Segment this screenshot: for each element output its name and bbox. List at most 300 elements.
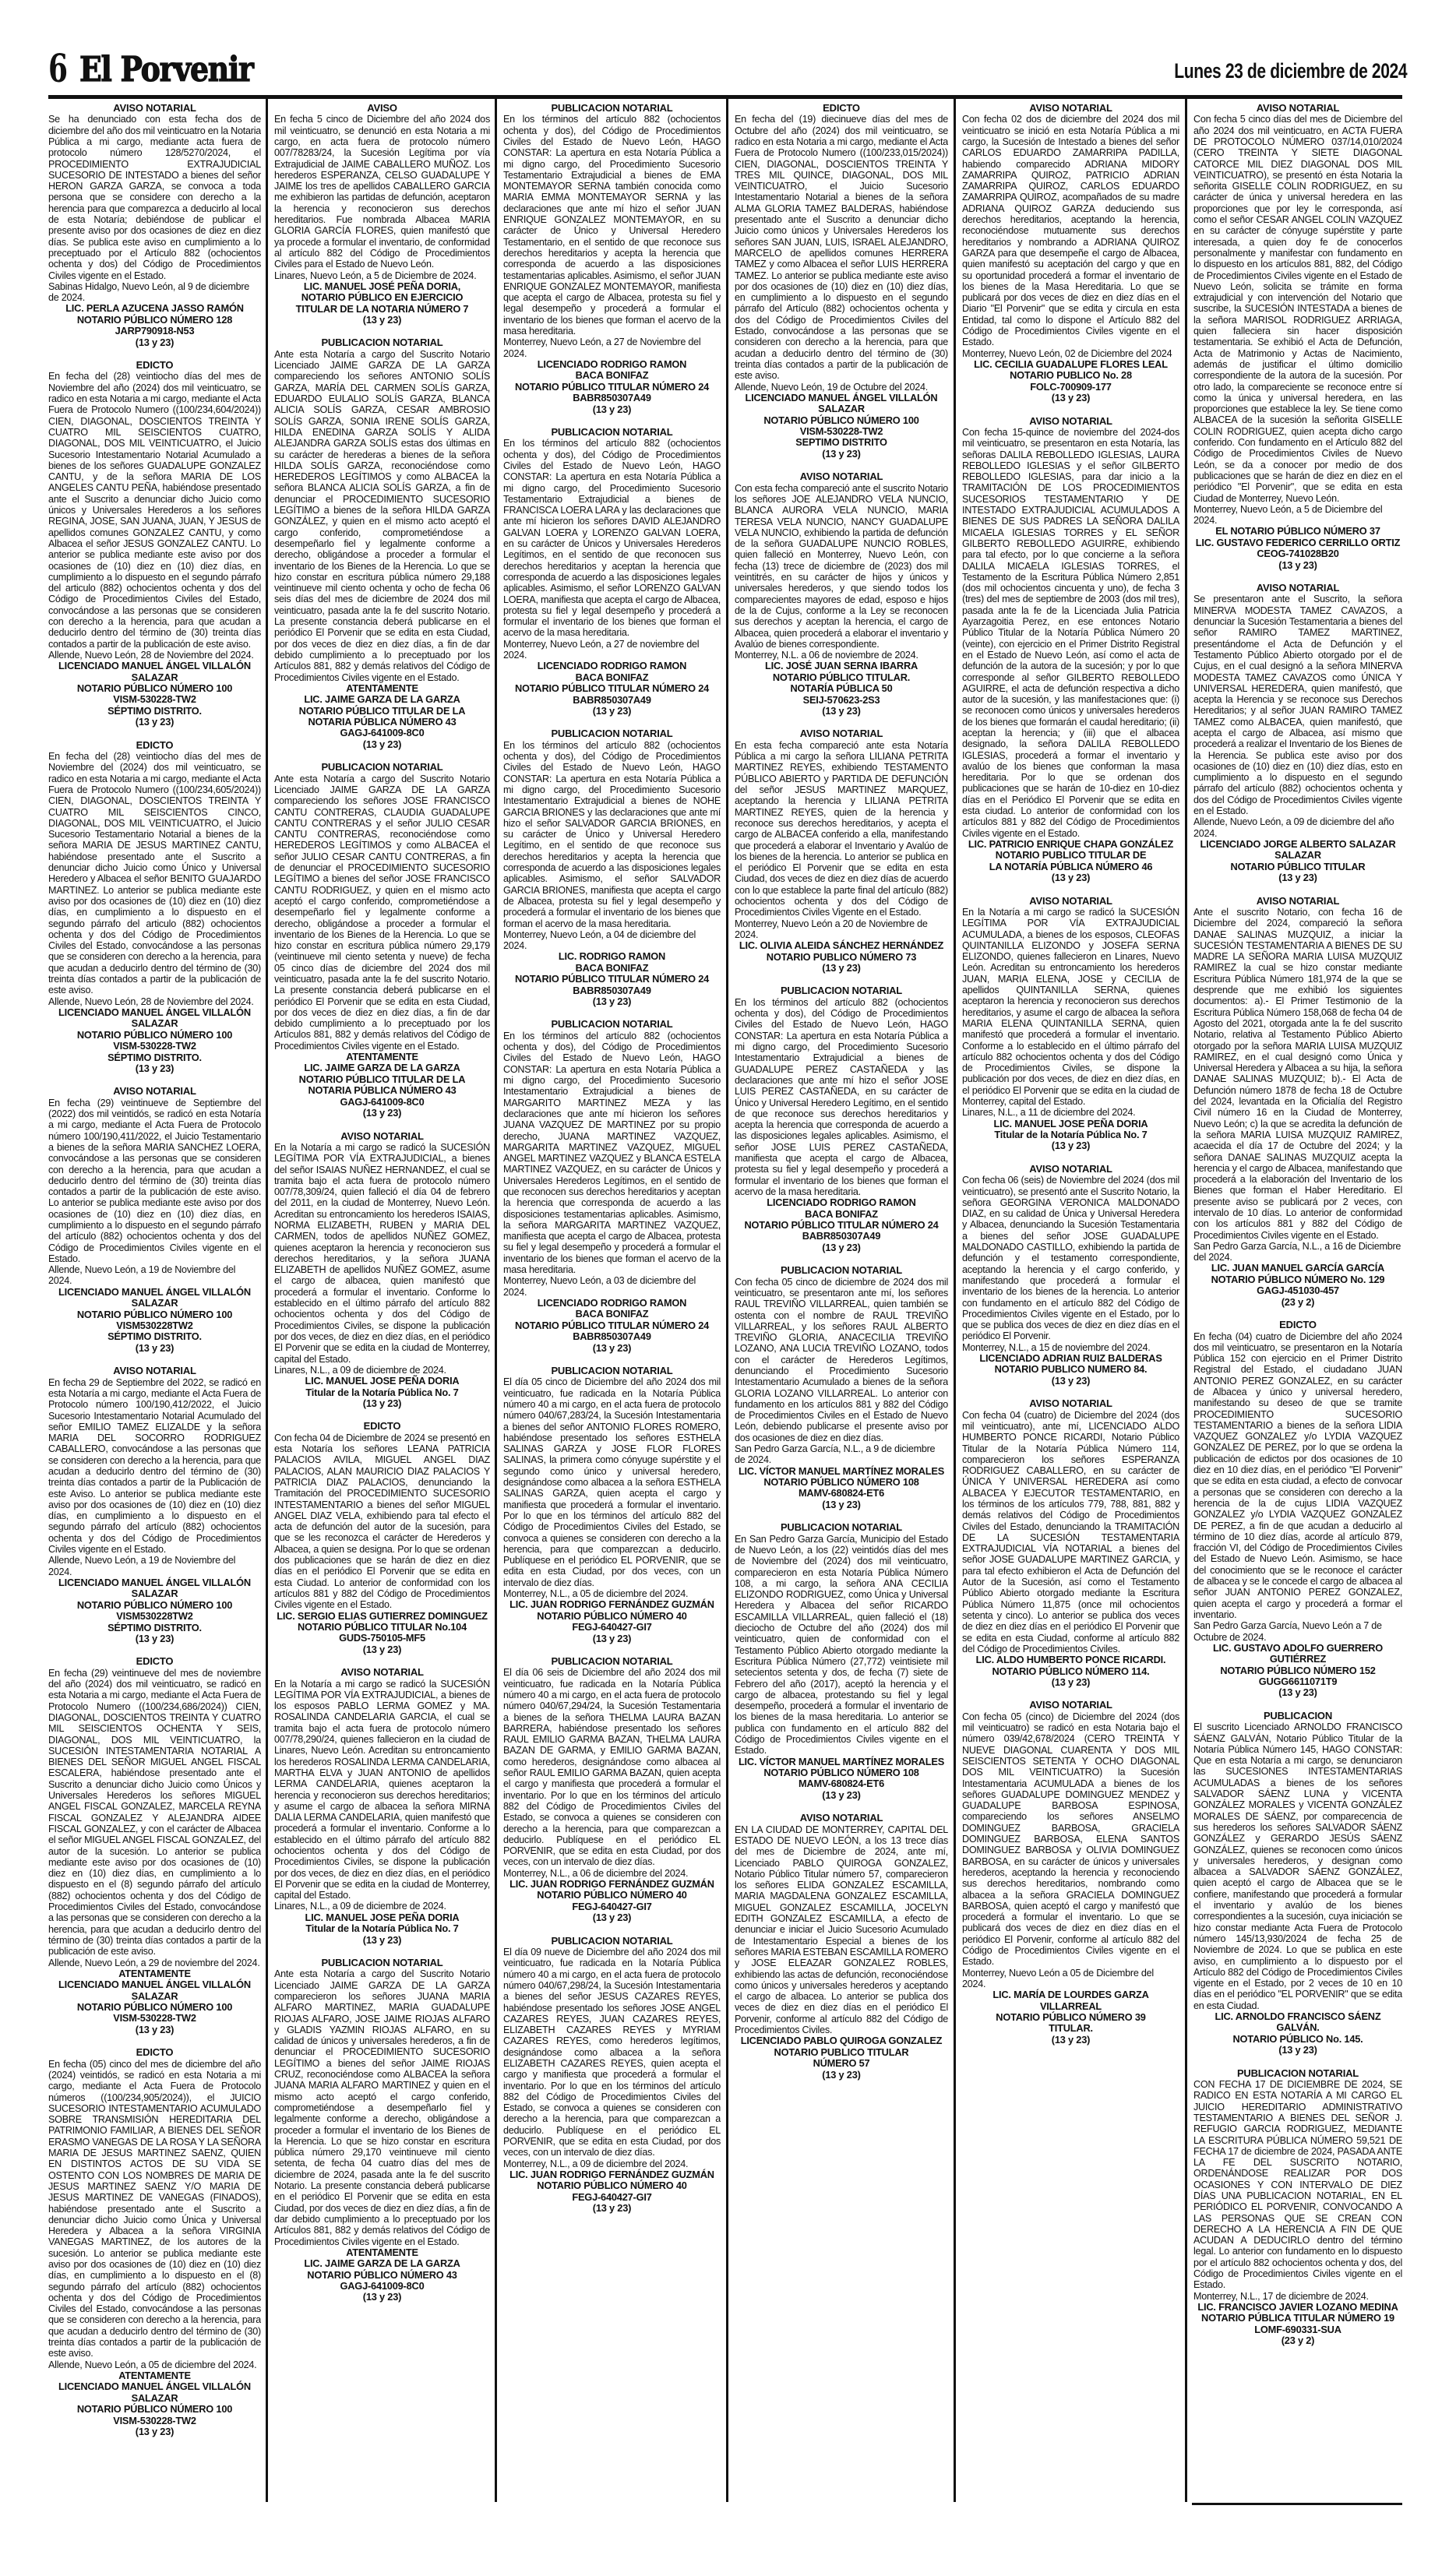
notice-place-date: Monterrey, N.L. a 06 de noviembre de 2024. — [735, 650, 918, 661]
notice-title: AVISO NOTARIAL — [799, 1812, 883, 1824]
notice-place-date: Allende, Nuevo León, a 05 de diciembre del 2024. — [48, 2359, 257, 2370]
column-5 — [962, 103, 1179, 2500]
notice-signature-line: LICENCIADO RODRIGO RAMON — [767, 1196, 916, 1209]
notice-body: En los términos del artículo 882 (ochocientos ochenta y dos), del Código de Procedimientos Civiles del Estado de Nuevo León, HAGO CONSTAR: La apertura en esta Notaría Pública a mi digno cargo, del Procedimiento Sucesorio Testamentario Extrajudicial a bienes de EMA MONTEMAYOR SERNA también conocida como MARIA EMMA MONTEMAYOR SERNA y las declaraciones que ante mí hizo el señor JUAN ENRIQUE GONZALEZ MONTEMAYOR, en su carácter de Único y Universal Heredero Testamentario, en el sentido de que reconoce sus derechos hereditarios y acepta la herencia que corresponda de acuerdo a las disposiciones testamentarias aplicables. Asimismo, el señor JUAN ENRIQUE GONZALEZ MONTEMAYOR, manifiesta que acepta el cargo de Albacea, protesta su fiel y legal desempeño y procederá a formular el inventario de los bienes que forman el acervo de la masa hereditaria. — [503, 114, 721, 337]
notice-signature-line: NOTARIO PÚBLICO NÚMERO 100 — [76, 682, 233, 695]
notice-signature-line: (23 y 2) — [1281, 1295, 1315, 1308]
legal-notice — [48, 740, 261, 1075]
notice-place-date: ATENTAMENTE — [346, 682, 418, 694]
notice-signature-line: (13 y 23) — [362, 314, 402, 326]
notice-signature-line: BACA BONIFAZ — [575, 671, 649, 683]
notice-body: En los términos del artículo 882 (ochocientos ochenta y dos), del Código de Procedimientos Civiles del Estado de Nuevo León, HAGO CONSTAR: La apertura en esta Notaría Pública a mi digno cargo, del Procedimiento Sucesorio Testamentario Extrajudicial a bienes de FRANCISCA LOERA LARA y las declaraciones que ante mí hicieron los señores DAVID ALEJANDRO GALVAN LOERA y LORENZO GALVAN LOERA, en su carácter de Únicos y Universales Herederos Legítimos, en el sentido de que reconocen sus derechos hereditarios y aceptan la herencia que corresponda de acuerdo a las disposiciones legales aplicables. Asimismo, el señor LORENZO GALVAN LOERA, manifiesta que acepta el cargo de Albacea, protesta su fiel y legal desempeño y procederá a formular el inventario de los bienes que forman el acervo de la masa hereditaria. — [503, 438, 721, 639]
notice-place-date: Linares, N.L., a 09 de diciembre de 2024. — [274, 1364, 446, 1376]
notice-title: PUBLICACION NOTARIAL — [551, 728, 673, 740]
notice-signature-line: LIC. MANUEL JOSE PEÑA DORIA — [305, 1375, 460, 1387]
notice-signature-line: (13 y 23) — [822, 447, 861, 460]
notice-body: El suscrito Licenciado ARNOLDO FRANCISCO SÁENZ GALVÁN, Notario Público Titular de la Notaría Pública Número 145, HAGO CONSTAR: Que en esta Notaría a mi cargo, se denunciaron las SUCESIONES INTESTAMENTARIAS ACUMULADAS a bienes de los señores SALVADOR SÁENZ LUNA y VICENTA GONZÁLEZ MORALES y VICENTA GONZÁLEZ MORALES DE SÁENZ, por comparecencia de sus herederos los señores SALVADOR SÁENZ GONZÁLEZ y GERARDO JESÚS SÁENZ GONZÁLEZ, quienes se reconocen como únicos y universales herederos, y designan como albacea a SALVADOR SÁENZ GONZÁLEZ, quien aceptó el cargo de Albacea que se le confiere, manifestando que procederá a formular el inventario y avalúo de los bienes correspondientes a la sucesión, cuya iniciación se hizo constar mediante Acta Fuera de Protocolo número 145/13,930/2024 de fecha 25 de Noviembre de 2024. Lo que se publica en este aviso, en cumplimiento a lo dispuesto por el Artículo 882 del Código de Procedimientos Civiles vigente en el Estado, por 2 veces de 10 en 10 días en el periódico "EL PORVENIR" que se edita en esta Ciudad. — [1193, 1721, 1402, 2011]
notice-title: PUBLICACION NOTARIAL — [551, 103, 673, 114]
notice-title: PUBLICACION NOTARIAL — [1236, 2067, 1359, 2079]
notice-signature-line: (13 y 23) — [362, 1933, 402, 1946]
notice-body: En los términos del artículo 882 (ochocientos ochenta y dos), del Código de Procedimientos Civiles del Estado de Nuevo León, HAGO CONSTAR: La apertura en esta Notaría Pública a mi digno cargo, del Procedimiento Sucesorio Intestamentario Extrajudicial a bienes de GUADALUPE PEREZ CASTAÑEDA y las declaraciones que ante mí hizo el señor JOSE LUIS PEREZ CASTAÑEDA, en su carácter de Único y Universal Heredero Legítimo, en el sentido de que reconoce sus derechos hereditarios y acepta la herencia que corresponda de acuerdo a las disposiciones legales aplicables. Asimismo, el señor JOSE LUIS PEREZ CASTAÑEDA, manifiesta que acepta el cargo de Albacea, protesta su fiel y legal desempeño y procederá a formular el inventario de los bienes que forman el acervo de la masa hereditaria. — [735, 996, 948, 1197]
notice-signature-line: LICENCIADO RODRIGO RAMON — [537, 1296, 687, 1309]
notice-signature-line: FEGJ-640427-GI7 — [572, 2190, 652, 2203]
notice-place-date: Monterrey, Nuevo León, a 27 de noviembre del 2024. — [503, 638, 700, 661]
notice-signature-line: ATENTAMENTE — [118, 2369, 191, 2381]
legal-notice — [503, 1019, 721, 1354]
notice-signature-line: NOTARIO PÚBLICO NÚMERO 43 — [307, 2268, 457, 2281]
notice-signature-line: (13 y 23) — [362, 738, 402, 750]
legal-notice — [274, 762, 490, 1119]
notice-place-date: Monterrey, N.L., a 15 de noviembre del 2024. — [962, 1341, 1151, 1353]
notice-signature-line: NOTARIO PÚBLICO NÚMERO 114. — [992, 1665, 1150, 1677]
notice-place-date: Linares, N.L., a 11 de diciembre del 2024. — [962, 1107, 1136, 1119]
notice-signature-line: (13 y 23) — [822, 962, 861, 974]
notice-signature-line: (13 y 23) — [592, 704, 632, 717]
notice-signature-line: LICENCIADO MANUEL ÁNGEL VILLALÓN — [58, 2380, 251, 2393]
legal-notice — [48, 360, 261, 728]
notice-title: AVISO NOTARIAL — [340, 1666, 424, 1679]
notice-signature-line: LICENCIADO ADRIAN RUIZ BALDERAS — [979, 1352, 1162, 1364]
notice-signature-line: NOTARIO PÚBLICO TITULAR DE LA — [298, 704, 466, 717]
notice-signature-line: (13 y 23) — [592, 996, 632, 1008]
notice-signature-line: VILLARREAL — [1039, 2000, 1102, 2012]
notice-signature-line: LIC. JUAN RODRIGO FERNÁNDEZ GUZMÁN — [509, 1878, 714, 1890]
notice-signature-line: (13 y 23) — [135, 336, 175, 348]
legal-notice — [735, 1813, 948, 2081]
notice-signature-line: NOTARIO PÚBLICO NÚMERO 128 — [76, 313, 233, 326]
notice-signature-line: LA NOTARÍA PÚBLICA NÚMERO 46 — [989, 860, 1153, 872]
notice-title: PUBLICACION NOTARIAL — [321, 761, 443, 774]
notice-signature-line: (23 y 2) — [1281, 2335, 1315, 2347]
notice-place-date: Monterrey, Nuevo León, a 04 de diciembre del 2024. — [503, 929, 696, 952]
notice-title: PUBLICACION NOTARIAL — [551, 1654, 673, 1667]
notice-signature-line: LICENCIADO PABLO QUIROGA GONZALEZ — [740, 2035, 943, 2047]
legal-notice — [503, 728, 721, 1007]
notice-signature-line: TITULAR DE LA NOTARIA NÚMERO 7 — [295, 302, 469, 315]
legal-notice — [735, 471, 948, 717]
notice-signature-line: SEIJ-570623-2S3 — [802, 693, 880, 706]
legal-notice — [962, 1164, 1179, 1387]
notice-signature-line: (13 y 23) — [135, 2023, 175, 2035]
notice-signature-line: Titular de la Notaría Pública No. 7 — [305, 1922, 459, 1935]
notice-place-date: Monterrey, Nuevo León a 05 de Diciembre del 2024. — [962, 1967, 1154, 1989]
notice-signature-line: (13 y 23) — [1051, 872, 1091, 884]
legal-notice — [962, 416, 1179, 884]
notice-place-date: Monterrey, N.L., a 05 de diciembre del 2024. — [503, 1588, 689, 1600]
notice-signature-line: FEGJ-640427-GI7 — [572, 1621, 652, 1633]
notice-body: En los términos del artículo 882 (ochocientos ochenta y dos), del Código de Procedimientos Civiles del Estado de Nuevo León, HAGO CONSTAR: La apertura en esta Notaría Pública a mi digno cargo, del Procedimiento Sucesorio Intestamentario Extrajudicial a bienes de MARGARITO MARTINEZ MEZA y las declaraciones que ante mí hicieron los señores JUANA VAZQUEZ DE MARTINEZ por su propio derecho, JUANA MARTINEZ VAZQUEZ, MARGARITA MARTINEZ VAZQUEZ, MIGUEL ANGEL MARTINEZ VAZQUEZ y BLANCA ESTELA MARTINEZ VAZQUEZ, en su carácter de Únicos y Universales Herederos Legítimos, en el sentido de que reconocen sus derechos hereditarios y aceptan la herencia que corresponda de acuerdo a las disposiciones testamentarias aplicables. Asimismo, la señora MARGARITA MARTINEZ VAZQUEZ, manifiesta que acepta el cargo de Albacea, protesta su fiel y legal desempeño y procederá a formular el inventario de los bienes que forman el acervo de la masa hereditaria. — [503, 1030, 721, 1276]
notice-title: AVISO — [367, 103, 397, 114]
notice-signature-line: LICENCIADO MANUEL ÁNGEL VILLALÓN — [745, 391, 938, 403]
legal-notice — [1193, 2068, 1402, 2347]
notice-title: PUBLICACION NOTARIAL — [551, 1934, 673, 1947]
notice-signature-line: (13 y 23) — [822, 1498, 861, 1510]
notice-signature-line: SÉPTIMO DISTRITO. — [108, 704, 202, 717]
notice-title: AVISO NOTARIAL — [113, 103, 196, 114]
notice-title: PUBLICACION — [1263, 1709, 1333, 1721]
legal-notice — [962, 896, 1179, 1152]
legal-notice — [1193, 1711, 1402, 2056]
notice-body: EN LA CIUDAD DE MONTERREY, CAPITAL DEL ESTADO DE NUEVO LEÓN, a los 13 trece días del mes de Diciembre de 2024, ante mí, Licenciado PABLO QUIROGA GONZALEZ, Notario Público Titular número 57, comparecieron los señores ELIDA GONZALEZ ESCAMILLA, MARIA MAGDALENA GONZALEZ ESCAMILLA, MIGUEL GONZALEZ ESCAMILLA, JOCELYN EDITH GONZALEZ ESCAMILLA, a efecto de denunciar e iniciar el Juicio Sucesorio Acumulado de Intestamentario Especial a bienes de los señores MARIA ESTEBAN ESCAMILLA ROMERO y JOSE ELEAZAR GONZALEZ ROBLES, exhibiendo las actas de defunción, reconociéndose como únicos y universales herederos y aceptando el cargo de albacea. Lo anterior se publica dos veces de diez en diez días en el periódico El Porvenir, conforme al artículo 882 del Código de Procedimientos Civiles. — [735, 1824, 948, 2035]
notice-signature-line: SEPTIMO DISTRITO — [795, 436, 887, 449]
notice-signature-line: (13 y 23) — [135, 1632, 175, 1644]
notice-place-date: Allende, Nuevo León, a 19 de Noviembre del 2024. — [48, 1555, 236, 1577]
notice-signature-line: (13 y 23) — [822, 1241, 861, 1253]
notice-body: En fecha (29) veintinueve de Septiembre del (2022) dos mil veintidós, se radicó en esta Notaría a mi cargo, mediante el Acta Fuera de Protocolo número 100/190,411/2022, el Juicio Testamentario a bienes de la señora MARIA SANCHEZ LOERA, convocándose a las personas que se consideren con derecho a la herencia, para que acudan a deducirlo dentro del término de (30) treinta días contados a partir de la publicación de este aviso. Lo anterior se publica mediante este aviso por dos ocasiones de (10) diez en (10) diez días, en cumplimiento a lo dispuesto en el segundo párrafo del artículo (882) ochocientos ochenta y dos del Código de Procedimientos Civiles vigente en el Estado. — [48, 1097, 261, 1264]
notice-signature-line: NOTARIO PÚBLICA TITULAR NÚMERO 19 — [1201, 2312, 1394, 2324]
notice-signature-line: NOTARIO PÚBLICO NÚMERO 100 — [76, 1028, 233, 1041]
notice-title: AVISO NOTARIAL — [1256, 582, 1340, 594]
notice-body: En fecha 29 de Septiembre del 2022, se radicó en esta Notaría a mi cargo, mediante el Acta Fuera de Protocolo número 100/190,412/2022, el Juicio Sucesorio Intestamentario Notarial Acumulado del señor EMILIO TAMEZ ELIZALDE y la señora MARIA DEL SOCORRO RODRIGUEZ CABALLERO, convocándose a las personas que se consideren con derecho a la herencia, para que acudan a deducirlo dentro del término de (30) treinta días contados a partir de la Publicación de este Aviso. Lo anterior se publica mediante este aviso por dos ocasiones de (10) diez en (10) diez días, en cumplimiento a lo dispuesto en el segundo párrafo del artículo (882) ochocientos ochenta y dos del Código de Procedimientos Civiles vigente en el Estado. — [48, 1376, 261, 1556]
notice-signature-line: (13 y 23) — [822, 2068, 861, 2081]
notice-body: CON FECHA 17 DE DICIEMBRE DE 2024, SE RADICO EN ESTA NOTARÍA A MI CARGO EL JUICIO HEREDITARIO ADMINISTRATIVO TESTAMENTARIO A BIENES DEL SEÑOR J. REFUGIO GARCIA RODRIGUEZ, MEDIANTE LA ESCRITURA PÚBLICA NÚMERO 59,521 DE FECHA 17 de diciembre de 2024, PASADA ANTE LA FE DEL SUSCRITO NOTARIO, ORDENÁNDOSE REALIZAR POR DOS OCASIONES Y CON INTERVALO DE DIEZ DÍAS UNA PUBLICACION NOTARIAL, EN EL PERIÓDICO EL PORVENIR, CONVOCANDO A LAS PERSONAS QUE SE CREAN CON DERECHO A LA HERENCIA A FIN DE QUE ACUDAN A DEDUCIRLO dentro del término legal. Lo anterior con fundamento en lo dispuesto por el artículo 882 ochocientos ochenta y dos, del Código de Procedimientos Civiles vigente en el Estado. — [1193, 2079, 1402, 2291]
notice-place-date: Allende, Nuevo León, a 09 de diciembre del año 2024. — [1193, 816, 1394, 839]
notice-signature-line: FOLC-700909-177 — [1030, 380, 1112, 393]
notice-body: Con fecha 15-quince de noviembre del 2024-dos mil veinticuatro, se presentaron en esta Notaría, las señoras DALILA REBOLLEDO IGLESIAS, LAURA REBOLLEDO IGLESIAS y el señor GILBERTO REBOLLEDO IGLESIAS, para dar inicio a la TRAMITACIÓN DE LOS PROCEDIMIENTOS SUCESORIOS TESTAMENTARIO Y DE INTESTADO EXTRAJUDICIAL ACUMULADOS A BIENES DE SUS PADRES LA SEÑORA DALILA MICAELA IGLESIAS TORRES y EL SEÑOR GILBERTO REBOLLEDO AGUIRRE, exhibiendo para tal efecto, por lo que concierne a la señora DALILA MICAELA IGLESIAS TORRES, el Testamento de la Escritura Pública Número 2,851 (dos mil ochocientos cincuenta y uno), de fecha 3 (tres) del mes de septiembre de 2003 (dos mil tres), pasada ante la fe de la Licenciada Julia Patricia Ayarzagoitia Perez, en ese entonces Notario Público Titular de la Notaría Pública Número 20 (veinte), con ejercicio en el Primer Distrito Registral en el Estado de Nuevo León, así como el acta de defunción de la autora de la sucesión; y por lo que corresponde al señor GILBERTO REBOLLEDO AGUIRRE, el acta de defunción respectiva a dicho autor de la sucesión, y las manifestaciones que: (i) se reconocen como únicos y universales herederos de los bienes que formarán el caudal hereditario; (ii) aceptan la herencia; y (iii) que el albacea designado, la señora DALILA REBOLLEDO IGLESIAS, procederá a formar el inventario y avalúo de los bienes que conforman la masa hereditaria. Por lo que se ordenan dos publicaciones que se harán de 10-diez en 10-diez días en el Periódico El Porvenir que se edita en esta ciudad. Lo anterior de conformidad con los artículos 881 y 882 del Código de Procedimientos Civiles vigente en el Estado. — [962, 426, 1179, 839]
notice-signature-line: NOTARIO PÚBLICO NÚMERO 108 — [763, 1476, 919, 1489]
notice-signature-line: LIC. JAIME GARZA DE LA GARZA — [304, 2257, 460, 2270]
notice-signature-line: BACA BONIFAZ — [575, 369, 649, 382]
notice-signature-line: LIC. VÍCTOR MANUEL MARTÍNEZ MORALES — [738, 1464, 945, 1477]
legal-notice — [1193, 896, 1402, 1309]
notice-signature-line: (13 y 23) — [362, 1643, 402, 1655]
legal-notice — [503, 1366, 721, 1644]
notice-signature-line: SALAZAR — [131, 1588, 178, 1600]
notice-signature-line: LOMF-690331-SUA — [1254, 2323, 1341, 2335]
notice-signature-line: NOTARIO PÚBLICO TITULAR NÚMERO 24 — [514, 1319, 710, 1331]
notice-body: Con fecha 5 cinco días del mes de Diciembre del año 2024 dos mil veinticuatro, en ACTA FUERA DE PROTOCOLO NÚMERO 037/14,010/2024 (CERO TREINTA Y SIETE DIAGONAL CATORCE MIL DIEZ DIAGONAL DOS MIL VEINTICUATRO), se presentó en ésta Notaria la señorita GISELLE COLIN RODRIGUEZ, en su carácter de única y universal heredera en las proporciones que por ley le corresponda, así como el señor CESAR ANGEL COLIN VAZQUEZ en su carácter de cónyuge supérstite y parte interesada, a quien doy fe de conocerlos personalmente y manifestar con fundamento en lo dispuesto en los artículos 881, 882, del Código de Procedimientos Civiles vigente en el Estado de Nuevo León, solicita se trámite en forma extrajudicial y con intervención del Notario que suscribe, la SUCESIÓN INTESTADA a bienes de la señora MARISOL RODRIGUEZ ARRIAGA, quien falleciera sin hacer disposición testamentaria. Se exhibió el Acta de Defunción, Acta de Matrimonio y Actas de Nacimiento, además de justificar el último domicilio correspondiente de la autora de la sucesión. Por otro lado, la compareciente se reconoce entre sí como la única y universal heredera, en las proporciones que establece la ley. Se tiene como ALBACEA de la sucesión la señorita GISELLE COLIN RODRIGUEZ, quien acepta dicho cargo conferido. Con fundamento en el Artículo 882 del Código de Procedimientos Civiles de Nuevo León, se da a conocer por medio de dos publicaciones que se harán de diez en diez en el periódico "El Porvenir", que se edita en esta Ciudad de Monterrey, Nuevo León. — [1193, 114, 1402, 504]
notice-signature-line: FEGJ-640427-GI7 — [572, 1900, 652, 1912]
notice-place-date: Linares, N.L., a 09 de diciembre de 2024. — [274, 1901, 446, 1912]
notice-signature-line: GAGJ-641009-8C0 — [340, 2280, 425, 2292]
notice-title: AVISO NOTARIAL — [1029, 1397, 1112, 1410]
notice-body: Con fecha 04 (cuatro) de Diciembre del 2024 (dos mil veinticuatro), ante mí, LICENCIADO ALDO HUMBERTO PONCE RICARDI, Notario Público Titular de la Notaría Pública Número 114, comparecieron los señores ESPERANZA RODRIGUEZ CABALLERO, en su carácter de ÚNICA Y UNIVERSAL HEREDERA así como ALBACEA Y EJECUTOR TESTAMENTARIO, en los términos de los artículos 779, 788, 881, 882 y demás relativos del Código de Procedimientos Civiles del Estado, denunciando la TRAMITACIÓN DE LA SUCESIÓN TESTAMENTARIA EXTRAJUDICIAL VÍA NOTARIAL a bienes del señor JOSE GUADALUPE MARTINEZ GARCIA, y para tal efecto exhibieron el Acta de Defunción del Autor de la Sucesión, así como el Testamento Público Abierto otorgado mediante la Escritura Pública Número 11,875 (once mil ochocientos setenta y cinco). Lo anterior se publica dos veces de diez en diez días en el periódico El Porvenir que se edita en esta Ciudad, conforme al artículo 882 del Código de Procedimientos Civiles. — [962, 1409, 1179, 1654]
notice-signature-line: NOTARIO PÚBLICO NÚMERO 152 — [1220, 1664, 1376, 1676]
legal-notice — [735, 985, 948, 1253]
notice-signature-line: (13 y 23) — [592, 1341, 632, 1354]
notice-title: EDICTO — [363, 1420, 401, 1432]
notice-signature-line: EL NOTARIO PÚBLICO NÚMERO 37 — [1215, 525, 1380, 537]
notice-signature-line: (13 y 23) — [822, 1788, 861, 1801]
notice-signature-line: SALAZAR — [131, 1017, 178, 1030]
notice-signature-line: (13 y 23) — [135, 2426, 175, 2437]
notice-body: Con fecha 02 dos de diciembre del 2024 dos mil veinticuatro se inició en esta Notaría Pública a mi cargo, la Sucesión de Intestado a bienes del señor CARLOS EDUARDO ZAMARRIPA PADILLA, habiendo comparecido ADRIANA MIDORY ZAMARRIPA QUIROZ, PATRICIO ADRIAN ZAMARRIPA QUIROZ, CARLOS EDUARDO ZAMARRIPA QUIROZ, acompañados de su madre ADRIANA QUIROZ GARZA deduciendo sus derechos hereditarios, aceptando la herencia, reconociéndose mutuamente sus derechos hereditarios y nombrando a ADRIANA QUIROZ GARZA para que desempeñe el cargo de Albacea, quien manifestó su aceptación del cargo y que en su oportunidad procederá a formar el inventario de los bienes de la Masa Hereditaria. Lo que se publicará por dos veces de diez en diez días en el Diario "El Porvenir" que se edita y circula en esta Entidad, tal como lo dispone el Artículo 882 del Código de Procedimientos Civiles vigente en el Estado. — [962, 114, 1179, 348]
notice-body: Ante esta Notaría a cargo del Suscrito Notario Licenciado JAIME GARZA DE LA GARZA compareciendo los señores ANTONIO SOLÍS GARZA, MARÍA DEL CARMEN SOLÍS GARZA, EDUARDO EULALIO SOLÍS GARZA, BLANCA ALICIA SOLÍS GARZA, CESAR AMBROSIO SOLÍS GARZA, SONIA IRENE SOLÍS GARZA, HILDA ENEDINA GARZA SOLÍS Y ALIDA ALEJANDRA GARZA SOLÍS estas dos últimas en su carácter de herederas a bienes de la señora HILDA SOLÍS GARZA, reconociéndose como HEREDEROS LEGÍTIMOS y como ALBACEA la señora BLANCA ALICIA SOLÍS GARZA, a fin de denunciar el PROCEDIMIENTO SUCESORIO LEGÍTIMO a bienes de la señora HILDA GARZA GONZÁLEZ, y quien en el mismo acto aceptó el cargo conferido, comprometiéndose a desempeñarlo fiel y legalmente conforme a derecho, obligándose a proceder a formular el inventario de los Bienes de la Herencia. Lo que se hizo constar en escritura pública número 29,188 veintinueve mil ciento ochenta y ocho de fecha 06 seis días del mes de diciembre de 2024 dos mil veinticuatro, pasada ante la fe del suscrito Notario. La presente constancia deberá publicarse en el periódico El Porvenir que se edita en esta Ciudad, por dos veces de diez en diez días, a fin de dar debido cumplimiento a lo preceptuado por los Artículos 881, 882 y demás relativos del Código de Procedimientos Civiles vigente en el Estado. — [274, 348, 490, 683]
notice-signature-line: LIC. JUAN MANUEL GARCÍA GARCÍA — [1211, 1262, 1385, 1274]
notice-signature-line: NOTARIO PÚBLICO NÚMERO 100 — [76, 1308, 233, 1320]
notice-signature-line: NOTARIO PÚBLICO TITULAR NÚMERO 24 — [514, 380, 710, 393]
notice-signature-line: GAGJ-641009-8C0 — [340, 727, 425, 739]
notice-signature-line: NOTARIO PÚBLICO TITULAR NÚMERO 24 — [744, 1218, 939, 1231]
notice-signature-line: GUTIÉRREZ — [1269, 1653, 1327, 1665]
notice-place-date: Monterrey, Nuevo León, 02 de Diciembre del 2024 — [962, 347, 1172, 359]
notice-signature-line: (13 y 23) — [1051, 1140, 1091, 1152]
notice-title: EDICTO — [823, 103, 860, 114]
legal-notice — [962, 103, 1179, 404]
notice-body: Ante el suscrito Notario, con fecha 16 de Diciembre del 2024, compareció la señora DANAE SALINAS MUZQUIZ, a iniciar la SUCESIÓN TESTAMENTARIA A BIENES DE SU MADRE LA SEÑORA MARIA LUISA MUZQUIZ RAMIREZ la cual se hizo constar mediante Escritura Pública Número 181,974 de la que se desprende que me exhibió los siguientes documentos: a).- El Primer Testimonio de la Escritura Pública Número 158,068 de fecha 04 de Agosto del 2021, otorgada ante la fe del suscrito Notario, relativa al Testamento Público Abierto otorgado por la señora MARIA LUISA MUZQUIZ RAMIREZ, en el cual designó como Única y Universal Heredera y Albacea a su hija, la señora DANAE SALINAS MUZQUIZ; b).- El Acta de Defunción número 1878 de fecha 18 de Octubre del 2024, levantada en la Oficialía del Registro Civil número 16 en la Ciudad de Monterrey, Nuevo León; c) la que se acredita la defunción de la señora MARIA LUISA MUZQUIZ RAMIREZ, acaecida el día 17 de Octubre del 2024; y la señora DANAE SALINAS MUZQUIZ acepta la herencia y el cargo de Albacea, manifestando que procederá a la elaboración del Inventario de los Bienes que forman el Haber Hereditario. El presente aviso se publicará por 2 veces, con intervalo de 10 días. Lo anterior de conformidad con los artículos 881 y 882 del Código de Procedimientos Civiles vigente en el Estado. — [1193, 906, 1402, 1241]
notice-signature-line: SALAZAR — [131, 671, 178, 683]
notice-signature-line: JARP790918-N53 — [115, 325, 195, 337]
column-divider — [495, 99, 497, 2502]
legal-notice — [274, 337, 490, 750]
notice-signature-line: LIC. JAIME GARZA DE LA GARZA — [304, 1062, 460, 1074]
notice-signature-line: LIC. PATRICIO ENRIQUE CHAPA GONZÁLEZ — [968, 837, 1174, 850]
notice-signature-line: NOTARIO PÚBLICO NÚMERO 100 — [76, 2403, 233, 2416]
notice-signature-line: NOTARIO PÚBLICO NÚMERO 108 — [763, 1767, 919, 1779]
notice-place-date: ATENTAMENTE — [346, 2246, 418, 2258]
notice-signature-line: LICENCIADO MANUEL ÁNGEL VILLALÓN — [58, 1979, 251, 1991]
column-1 — [48, 103, 261, 2500]
notice-signature-line: NOTARIO PÚBLICO TITULAR — [1230, 860, 1366, 872]
notice-body: En fecha (05) cinco del mes de diciembre del año (2024) veintidós, se radicó en esta Notaria a mi cargo, mediante el Acta Fuera de Protocolo números ((100/234,905/2024)), el JUICIO SUCESORIO INTESTAMENTARIO ACUMULADO SOBRE TRANSMISIÓN HEREDITARIA DEL PATRIMONIO FAMILIAR, A BIENES DEL SEÑOR ERASMO VANEGAS DE LA ROSA Y LA SEÑORA MARIA DE JESUS MARTINEZ SAENZ, QUIEN EN DISTINTOS ACTOS DE SU VIDA SE OSTENTO CON LOS NOMBRES DE MARIA DE JESUS MARTINEZ SAENZ Y/O MARIA DE JESUS MARTINEZ DE VANEGAS (FINADOS), habiéndose presentado ante el Suscrito a denunciar dicho Juicio como Única y Universal Heredera y Albacea a la señora VIRGINIA VANEGAS MARTINEZ, de los autores de la sucesión. Lo anterior se publica mediante este aviso por dos ocasiones de (10) diez en (10) diez días, en cumplimiento a lo dispuesto en el (8) segundo párrafo del artículo (882) ochocientos ochenta y dos del Código de Procedimientos Civiles del Estado, convocándose a las personas que se consideren con derecho a la herencia, para que acudan a deducirlo dentro del término de (30) treinta días contados a partir de la publicación de este aviso. — [48, 2058, 261, 2359]
legal-notice — [48, 103, 261, 348]
notice-body: Con fecha 06 (seis) de Noviembre del 2024 (dos mil veinticuatro), se presentó ante el Suscrito Notario, la señora GEORGINA VERONICA MALDONADO DIAZ, en su calidad de Única y Universal Heredera y Albacea, denunciando la Sucesión Testamentaria a bienes del señor JOSE GUADALUPE MALDONADO CASTILLO, exhibiendo la partida de defunción y el testamento correspondiente, aceptando la herencia y el cargo conferido, y manifestando que procederá a formular el inventario de los bienes de la herencia. Lo anterior con fundamento en el artículo 882 del Código de Procedimientos Civiles vigente en el Estado, por lo que se publica dos veces de diez en diez días en el periódico El Porvenir. — [962, 1175, 1179, 1342]
notice-signature-line: (13 y 23) — [1278, 559, 1317, 571]
notice-place-date: Monterrey, Nuevo León, a 03 de diciembre del 2024. — [503, 1275, 696, 1298]
notice-signature-line: LIC. CECILIA GUADALUPE FLORES LEAL — [974, 358, 1168, 370]
notice-signature-line: (13 y 23) — [362, 1397, 402, 1409]
notice-title: EDICTO — [136, 359, 174, 372]
notice-signature-line: NOTARIO PUBLICO No. 28 — [1010, 369, 1132, 382]
notice-signature-line: NOTARÍA PÚBLICA 50 — [790, 682, 893, 695]
notice-title: EDICTO — [1279, 1319, 1317, 1331]
notice-place-date: Allende, Nuevo León, 28 de Noviembre del 2024. — [48, 649, 254, 661]
notice-signature-line: NOTARIO PÚBLICO TITULAR NÚMERO 24 — [514, 973, 710, 985]
notice-title: AVISO NOTARIAL — [799, 728, 883, 740]
legal-notice — [1193, 583, 1402, 884]
notice-signature-line: LIC. MANUEL JOSE PEÑA DORIA — [305, 1911, 460, 1923]
notice-signature-line: VISM-530228-TW2 — [113, 2414, 196, 2426]
notice-title: AVISO NOTARIAL — [1029, 103, 1112, 114]
notice-place-date: Monterrey, N.L., a 09 de diciembre del 2024. — [503, 2158, 689, 2169]
notice-signature-line: SÉPTIMO DISTRITO. — [108, 1621, 202, 1633]
notice-signature-line: NOTARIO PUBLICO NÚMERO 73 — [766, 950, 917, 963]
notice-title: EDICTO — [136, 1655, 174, 1668]
notice-place-date: San Pedro Garza García, N.L., a 16 de Diciembre del 2024. — [1193, 1240, 1401, 1263]
notice-body: Ante esta Notaría a cargo del Suscrito Notario Licenciado JAIME GARZA DE LA GARZA compareciendo los señores JOSE FRANCISCO CANTU CONTRERAS, CLAUDIA GUADALUPE CANTU CONTRERAS y el señor JULIO CESAR CANTU CONTRERAS, reconociéndose como HEREDEROS LEGÍTIMOS y como ALBACEA el señor JULIO CESAR CANTU CONTRERAS, a fin de denunciar el PROCEDIMIENTO SUCESORIO LEGÍTIMO a bienes del señor JOSE FRANCISCO CANTU RODRIGUEZ, y quien en el mismo acto aceptó el cargo conferido, comprometiéndose a desempeñarlo fiel y legalmente conforme a derecho, obligándose a proceder a formular el inventario de los Bienes de la Herencia. Lo que se hizo constar en escritura pública número 29,179 (veintinueve mil ciento setenta y nueve) de fecha 05 cinco días de diciembre del 2024 dos mil veinticuatro, pasada ante la fe del suscrito Notario. La presente constancia deberá publicarse en el periódico El Porvenir que se edita en esta Ciudad, por dos veces de diez en diez días, a fin de dar debido cumplimiento a lo preceptuado por los Artículos 881, 882 y demás relativos del Código de Procedimientos Civiles vigente en el Estado. — [274, 773, 490, 1052]
notice-signature-line: BABR850307A49 — [802, 1230, 881, 1242]
notice-title: PUBLICACION NOTARIAL — [551, 1018, 673, 1031]
notice-signature-line: VISM-530228-TW2 — [113, 1040, 196, 1052]
notice-signature-line: LIC. PERLA AZUCENA JASSO RAMÓN — [65, 302, 244, 315]
notice-body: En la Notaría a mi cargo se radicó la SUCESIÓN LEGÍTIMA POR VÍA EXTRAJUDICIAL, a bienes de los esposos PABLO LERMA GOMEZ y MA. ROSALINDA CANDELARIA GARCIA, el cual se tramita bajo el acta fuera de protocolo número 007/78,290/24, quienes fallecieron en la ciudad de Linares, Nuevo León. Acreditan su entroncamiento los herederos ROSALINDA LERMA CANDELARIA, MARTHA ELVA y JUAN ANTONIO de apellidos LERMA CANDELARIA, quienes aceptaron la herencia y reconocieron sus derechos hereditarios; y asume el cargo de albacea la señora MIRNA DALIA LERMA CANDELARIA, quien manifestó que procederá a formular el inventario. Conforme a lo establecido en el último párrafo del artículo 882 ochocientos ochenta y dos del Código de Procedimientos Civiles, se dispone la publicación por dos veces, de diez en diez días, en el periódico El Porvenir que se edita en la ciudad de Monterrey, capital del Estado. — [274, 1678, 490, 1901]
notice-signature-line: LIC. FRANCISCO JAVIER LOZANO MEDINA — [1197, 2300, 1398, 2313]
notice-signature-line: LIC. GUSTAVO FEDERICO CERRILLO ORTIZ — [1195, 536, 1401, 548]
notice-body: En San Pedro Garza García, Municipio del Estado de Nuevo León, a los (22) veintidós días del mes de Noviembre del (2024) dos mil veinticuatro, comparecieron en esta Notaría Pública Número 108, a mi cargo, la señora ANA CECILIA ELIZONDO RODRIGUEZ, como Única y Universal Heredera y Albacea del señor RICARDO ESCAMILLA VILLARREAL, quien falleció el (18) dieciocho de Octubre del año (2024) dos mil veinticuatro, quien de conformidad con el Testamento Público Abierto otorgado mediante la Escritura Pública Número (27,772) veintisiete mil setecientos setenta y dos, de fecha (7) siete de Febrero del año (2017), aceptó la herencia y el cargo de albacea, protestando su fiel y legal desempeño, procederá a formular el inventario de los bienes de la masa hereditaria. Lo anterior se publica con fundamento en el artículo 882 del Código de Procedimientos Civiles vigente en el Estado. — [735, 1533, 948, 1757]
notice-title: PUBLICACION NOTARIAL — [780, 985, 903, 997]
legal-notice — [48, 1656, 261, 2035]
notice-signature-line: LICENCIADO MANUEL ÁNGEL VILLALÓN — [58, 1285, 251, 1298]
notice-signature-line: SÉPTIMO DISTRITO. — [108, 1330, 202, 1343]
notice-signature-line: MAMV-680824-ET6 — [798, 1778, 885, 1790]
notice-body: En esta fecha compareció ante esta Notaría Pública a mi cargo la señora LILIANA PETRITA MARTINEZ REYES, exhibiendo TESTAMENTO PÚBLICO ABIERTO y PARTIDA DE DEFUNCIÓN del señor JESUS MARTINEZ MARQUEZ, aceptando la herencia y LILIANA PETRITA MARTINEZ REYES, quien de la herencia y reconoce sus derechos hereditarios, y acepta el cargo de ALBACEA conferido a ella, manifestando que procederá a elaborar el Inventario y Avalúo de los bienes de la herencia. Lo anterior se publica en el periódico El Porvenir que se edita en esta Ciudad, dos veces de diez en diez días de acuerdo con lo que establece la parte final del artículo (882) ochocientos ochenta y dos del Código de Procedimientos Civiles Vigente en el Estado. — [735, 739, 948, 918]
masthead — [44, 45, 1407, 92]
notice-signature-line: NOTARIO PUBLICO TITULAR DE — [995, 849, 1147, 862]
notice-body: Con fecha 05 (cinco) de Diciembre del 2024 (dos mil veinticuatro) se radicó en esta Notaria bajo el número 039/42,678/2024 (CERO TREINTA Y NUEVE DIAGONAL CUARENTA Y DOS MIL SEISCIENTOS SETENTA Y OCHO DIAGONAL DOS MIL VEINTICUATRO) la Sucesión Intestamentaria ACUMULADA a bienes de los señores GUADALUPE DOMINGUEZ MENDEZ y GUADALUPE BARBOSA ESPINOSA, compareciendo los señores ANSELMO DOMINGUEZ BARBOSA, GRACIELA DOMINGUEZ BARBOSA, ELENA SANTOS DOMINGUEZ BARBOSA y OLIVIA DOMINGUEZ BARBOSA, en su carácter de únicos y universales herederos, aceptando la herencia y reconociendo sus derechos hereditarios, nombrando como albacea a la señora GRACIELA DOMINGUEZ BARBOSA, quien aceptó el cargo y manifestó que procederá a formular el inventario. Lo que se publicará dos veces de diez en diez días en el periódico El Porvenir, conforme al artículo 882 del Código de Procedimientos Civiles vigente en el Estado. — [962, 1711, 1179, 1968]
notice-body: Con fecha 04 de Diciembre de 2024 se presentó en esta Notaría los señores LEANA PATRICIA PALACIOS AVILA, MIGUEL ANGEL DIAZ PALACIOS, ALAN MAURICIO DIAZ PALACIOS Y PATRICIA DIAZ PALACIOS, denunciando la Tramitación del PROCEDIMIENTO SUCESORIO INTESTAMENTARIO a bienes del señor MIGUEL ANGEL DIAZ VELA, exhibiendo para tal efecto el acta de defunción del autor de la sucesión, para que se les reconozca el carácter de Herederos y Albacea, a quien se designa. Por lo que se ordenan dos publicaciones que se harán de diez en diez días en el periódico El Porvenir que se edita en esta Ciudad. Lo anterior de conformidad con los artículos 881 y 882 del Código de Procedimientos Civiles vigente en el Estado. — [274, 1432, 490, 1611]
notice-body: Con fecha 05 cinco de diciembre de 2024 dos mil veinticuatro, se presentaron ante mí, los señores RAUL TREVIÑO VILLARREAL, quien también se ostenta con el nombre de RAUL TREVIÑO VILLARREAL, y los señores RAUL ALBERTO TREVIÑO GLORIA, ANACECILIA TREVIÑO LOZANO, ANA LUCIA TREVIÑO LOZANO, todos con el carácter de Herederos Legítimos, denunciando el Procedimiento Sucesorio Intestamentario Acumulado a bienes de la señora GLORIA LOZANO VILLARREAL. Lo anterior con fundamento en los artículos 881 y 882 del Código de Procedimientos Civiles en el Estado de Nuevo León, debiendo publicarse el presente aviso por dos ocasiones de diez en diez días. — [735, 1276, 948, 1443]
notice-signature-line: NOTARIA PÚBLICA NÚMERO 43 — [308, 716, 457, 728]
notice-signature-line: VISM-530228-TW2 — [799, 425, 883, 438]
notice-signature-line: MAMV-680824-ET6 — [798, 1487, 885, 1499]
notice-title: PUBLICACION NOTARIAL — [551, 1364, 673, 1376]
notice-title: PUBLICACION NOTARIAL — [321, 1957, 443, 1968]
notice-signature-line: NOTARIO PÚBLICO TITULAR NÚMERO 24 — [514, 682, 710, 695]
notice-title: AVISO NOTARIAL — [340, 1129, 424, 1142]
notice-title: PUBLICACION NOTARIAL — [551, 425, 673, 438]
notice-signature-line: (13 y 23) — [592, 1632, 632, 1644]
notice-signature-line: (13 y 23) — [1051, 2033, 1091, 2046]
column-divider — [1185, 99, 1187, 2502]
notice-signature-line: (13 y 23) — [1051, 1374, 1091, 1387]
notice-signature-line: SALAZAR — [131, 1297, 178, 1309]
notice-body: Se ha denunciado con esta fecha dos de diciembre del año dos mil veinticuatro en la Notaria Pública a mi cargo, mediante acta fuera de protocolo número 128/5270/2024, el PROCEDIMIENTO EXTRAJUDICIAL SUCESORIO DE INTESTADO a bienes del señor HERON GARZA GARZA, se convoca a toda persona que se considere con derecho a la herencia para que comparezca a deducirlo al local de esta Notaría; debiéndose de publicar el presente aviso por dos ocasiones de diez en diez días. Se publica este aviso en cumplimiento a lo preceptuado por el Artículo 882 (ochocientos ochenta y dos) del Código de Procedimientos Civiles vigente en el Estado. — [48, 114, 261, 281]
legal-notice — [503, 1936, 721, 2215]
notice-signature-line: BABR850307A49 — [573, 693, 651, 706]
notice-signature-line: (13 y 23) — [592, 1912, 632, 1924]
notice-title: PUBLICACION NOTARIAL — [780, 1521, 903, 1534]
notice-signature-line: BABR850307A49 — [573, 1330, 651, 1343]
notice-signature-line: SALAZAR — [131, 2391, 178, 2404]
notice-signature-line: VISM-530228-TW2 — [113, 2012, 196, 2025]
notice-signature-line: LIC. JUAN RODRIGO FERNÁNDEZ GUZMÁN — [509, 1598, 714, 1611]
notice-signature-line: Titular de la Notaría Pública No. 7 — [305, 1386, 459, 1398]
notice-signature-line: SALAZAR — [818, 403, 865, 415]
column-3 — [503, 103, 721, 2500]
notice-place-date: Monterrey, Nuevo León, a 27 de Noviembre del 2024. — [503, 337, 701, 359]
notice-title: PUBLICACION NOTARIAL — [780, 1264, 903, 1277]
notice-body: En la Notaría a mi cargo se radicó la SUCESIÓN LEGÍTIMA POR VÍA EXTRAJUDICIAL ACUMULADA, a bienes de los esposos, CLEOFAS QUINTANILLA ELIZONDO y JOSEFA SERNA ELIZONDO, quienes fallecieron en Linares, Nuevo León. Acreditan su entroncamiento los herederos JUAN, MARIA ELENA, JOSE y CECILIA de apellidos QUINTANILLA SERNA, quienes aceptaron la herencia y reconocieron sus derechos hereditarios, y asume el cargo de albacea la señora MARIA ELENA QUINTANILLA SERNA, quien manifestó que procederá a formular el inventario. Conforme a lo establecido en el último párrafo del artículo 882 ochocientos ochenta y dos del Código de Procedimientos Civiles, se dispone la publicación por dos veces, de diez en diez días, en el periódico El Porvenir que se edita en la ciudad de Monterrey, capital del Estado. — [962, 906, 1179, 1108]
legal-notice — [274, 1131, 490, 1410]
legal-notice — [503, 103, 721, 415]
legal-notice — [274, 103, 490, 326]
notice-signature-line: Titular de la Notaría Pública No. 7 — [994, 1129, 1148, 1141]
notice-title: AVISO NOTARIAL — [1029, 894, 1112, 907]
notice-signature-line: NOTARIO PÚBLICO TITULAR. — [772, 671, 911, 683]
notice-signature-line: BACA BONIFAZ — [575, 961, 649, 974]
notice-signature-line: SALAZAR — [1274, 849, 1321, 862]
notice-title: EDICTO — [136, 738, 174, 751]
notice-signature-line: LICENCIADO RODRIGO RAMON — [537, 358, 687, 370]
notice-signature-line: LICENCIADO MANUEL ÁNGEL VILLALÓN — [58, 1576, 251, 1588]
column-divider — [266, 99, 268, 2502]
notice-place-date: Monterrey, Nuevo León, a 5 de Diciembre del 2024. — [1193, 503, 1383, 527]
notice-title: AVISO NOTARIAL — [799, 470, 883, 483]
notice-signature-line: NOTARIO PÚBLICO TITULAR No.104 — [297, 1620, 467, 1633]
notice-signature-line: GAGJ-451030-457 — [1257, 1284, 1339, 1297]
legal-notice — [962, 1398, 1179, 1688]
notice-signature-line: SÉPTIMO DISTRITO. — [108, 1051, 202, 1063]
notice-signature-line: (13 y 23) — [1278, 1686, 1317, 1699]
notice-place-date: Allende, Nuevo León, 28 de Noviembre del 2024. — [48, 996, 254, 1007]
notice-signature-line: (13 y 23) — [1278, 872, 1317, 884]
legal-notice — [503, 427, 721, 717]
legal-notice — [735, 728, 948, 974]
notice-signature-line: NOTARIO PUBLICO TITULAR — [774, 2046, 909, 2058]
notice-signature-line: ATENTAMENTE — [118, 1967, 191, 1979]
notice-body: En fecha (04) cuatro de Diciembre del año 2024 dos mil veinticuatro, se presentaron en la Notaría Pública 152 con ejercicio en el Primer Distrito Registral del Estado, el ciudadano JUAN ANTONIO PEREZ GONZALEZ, en su carácter de Albacea y único y universal heredero, manifestando su deseo de que se tramite PROCEDIMIENTO SUCESORIO TESTAMENTARIO a bienes de la señora LIDIA VAZQUEZ GONZALEZ y/o LYDIA VAZQUEZ GONZALEZ DE PEREZ, por lo que se ordena la publicación de edictos por dos ocasiones de 10 diez en 10 diez días, en el periódico "El Porvenir" que se edita en esta ciudad, a efecto de convocar a personas que se consideren con derecho a la herencia de la de cujus LIDIA VAZQUEZ GONZALEZ y/o LYDIA VAZQUEZ GONZALEZ DE PEREZ, a fin de que acudan a deducirlo al término de 10 diez días, acorde al artículo 879, fracción VI, del Código de Procedimientos Civiles del Estado de Nuevo León. Asimismo, se hace del conocimiento que se le reconoce el carácter de albacea y se le concede el cargo de albacea al señor JUAN ANTONIO PEREZ GONZALEZ, quien acepta el cargo y procederá a formar el inventario. — [1193, 1330, 1402, 1620]
notice-signature-line: (13 y 23) — [592, 403, 632, 415]
notice-place-date: ATENTAMENTE — [346, 1051, 418, 1063]
notice-title: PUBLICACION NOTARIAL — [321, 337, 443, 349]
notice-signature-line: NOTARIO PÚBLICO NÚMERO 40 — [537, 1609, 687, 1622]
notice-signature-line: LIC. JAIME GARZA DE LA GARZA — [304, 693, 460, 706]
notice-signature-line: NOTARIO PÚBLICO NÚMERO 39 — [996, 2011, 1146, 2024]
notice-place-date: Allende, Nuevo León, a 29 de noviembre del 2024. — [48, 1957, 260, 1968]
legal-notice — [48, 1366, 261, 1644]
notice-title: AVISO NOTARIAL — [1029, 414, 1112, 427]
notice-signature-line: NOTARIO PÚBLICO NÚMERO 40 — [537, 1889, 687, 1901]
notice-signature-line: LICENCIADO MANUEL ÁNGEL VILLALÓN — [58, 1006, 251, 1018]
legal-notice — [503, 1656, 721, 1924]
notice-title: EDICTO — [136, 2046, 174, 2059]
notice-signature-line: LIC. SERGIO ELIAS GUTIERREZ DOMINGUEZ — [277, 1609, 488, 1622]
notice-signature-line: (13 y 23) — [1051, 1676, 1091, 1688]
notice-signature-line: GUGG6611071T9 — [1258, 1676, 1338, 1688]
legal-notice — [735, 103, 948, 460]
notice-title: AVISO NOTARIAL — [1256, 103, 1340, 114]
notice-signature-line: NOTARIO PÚBLICO NÚMERO No. 129 — [1211, 1273, 1385, 1285]
column-divider — [726, 99, 728, 2502]
notice-signature-line: (13 y 23) — [1278, 2044, 1317, 2056]
notice-signature-line: LIC. MANUEL JOSÉ PEÑA DORIA, — [303, 280, 461, 292]
notice-signature-line: NOTARIO PÚBLICO EN EJERCICIO — [301, 291, 464, 304]
legal-notice — [735, 1265, 948, 1510]
legal-notice — [274, 1667, 490, 1946]
notice-signature-line: NOTARIO PÚBLICO NÚMERO 100 — [763, 414, 919, 426]
notice-body: El día 06 seis de Diciembre del año 2024 dos mil veinticuatro, fue radicada en la Notaría Pública número 40 a mi cargo, en el acta fuera de protocolo número 040/67,294/24, la Sucesión Testamentaria a bienes de la señora THELMA LAURA BAZAN BARRERA, habiéndose presentado los señores RAUL EMILIO GARMA BAZAN, THELMA LAURA BAZAN DE GARMA, y EMILIO GARMA BAZAN, como herederos, designándose como albacea al señor RAUL EMILIO GARMA BAZAN, quien acepta el cargo y manifiesta que procederá a formular el inventario. Por lo que en los términos del artículo 882 del Código de Procedimientos Civiles del Estado, se convoca a quienes se consideren con derecho a la herencia, para que comparezcan a deducirlo. Publíquese en el periódico EL PORVENIR, que se edita en esta Ciudad, por dos veces, con un intervalo de diez días. — [503, 1667, 721, 1868]
notice-signature-line: GAGJ-641009-8C0 — [340, 1095, 425, 1108]
notice-body: Con esta fecha compareció ante el suscrito Notario los señores JOE ALEJANDRO VELA NUNCIO, BLANCA AURORA VELA NUNCIO, MARIA TERESA VELA NUNCIO, NANCY GUADALUPE VELA NUNCIO, exhibiendo la partida de defunción de la señora GUADALUPE NUNCIO ROBLES, quien falleció en Monterrey, Nuevo León, con fecha (13) trece de diciembre de (2023) dos mil veintitrés, en su carácter de hijos y únicos y universales herederos, y que siendo todos los comparecientes mayores de edad, esposo e hijos de la de Cujus, conforme a la Ley se reconocen sus derechos y aceptan la herencia, el cargo de Albacea, quien procederá a elaborar el inventario y Avalúo de bienes correspondiente. — [735, 482, 948, 650]
notice-signature-line: (13 y 23) — [822, 705, 861, 717]
notice-signature-line: LICENCIADO RODRIGO RAMON — [537, 660, 687, 672]
notice-signature-line: BACA BONIFAZ — [805, 1207, 878, 1220]
notice-signature-line: (13 y 23) — [362, 2291, 402, 2303]
notice-place-date: Linares, Nuevo León, a 5 de Diciembre de 2024. — [274, 270, 477, 281]
notice-signature-line: CEOG-741028B20 — [1257, 548, 1339, 560]
notice-place-date: Monterrey, N.L., 17 de diciembre de 2024. — [1193, 2290, 1369, 2302]
notice-place-date: Allende, Nuevo León, a 19 de Noviembre del 2024. — [48, 1264, 236, 1287]
column-2 — [274, 103, 490, 2500]
notice-place-date: Sabinas Hidalgo, Nuevo León, al 9 de diciembre de 2024. — [48, 280, 250, 304]
legal-notice — [1193, 103, 1402, 571]
issue-date: Lunes 23 de diciembre de 2024 — [1174, 59, 1407, 83]
notice-body: Ante esta Notaría a cargo del Suscrito Notario Licenciado JAIME GARZA DE LA GARZA comparecieron los señores JUANA MARIA ALFARO MARTINEZ, MARIA GUADALUPE RIOJAS ALFARO, JOSE JAIME RIOJAS ALFARO y GLADIS YAZMIN RIOJAS ALFARO, en su calidad de únicos y universales herederos, a fin de denunciar el PROCEDIMIENTO SUCESORIO LEGÍTIMO a bienes del señor JAIME RIOJAS CRUZ, reconociéndose como ALBACEA la señora JUANA MARIA ALFARO MARTINEZ y quien en el mismo acto aceptó el cargo conferido, comprometiéndose a desempeñarlo fiel y legalmente conforme a derecho, obligándose a proceder a formular el inventario de los Bienes de la Herencia. Lo que se hizo constar en escritura pública número 29,170 veintinueve mil ciento setenta, de fecha 04 cuatro días del mes de diciembre de 2024, pasada ante la fe del suscrito Notario. La presente constancia deberá publicarse en el periódico El Porvenir que se edita en esta Ciudad, por dos veces de diez en diez días, a fin de dar debido cumplimiento a lo preceptuado por los Artículos 881, 882 y demás relativos del Código de Procedimientos Civiles vigente en el Estado. — [274, 1968, 490, 2247]
notice-signature-line: LIC. ALDO HUMBERTO PONCE RICARDI. — [975, 1654, 1166, 1666]
column-4 — [735, 103, 948, 2500]
legal-notice — [274, 1958, 490, 2303]
notice-body: En fecha del (19) diecinueve días del mes de Octubre del año (2024) dos mil veinticuatro, se radico en esta Notaria a mi cargo, mediante el Acta Fuera de Protocolo Numero ((100/233,015/2024)) CIEN, DIAGONAL, DOSCIENTOS TREINTA Y TRES MIL QUINCE, DIAGONAL, DOS MIL VEINTICUATRO, el Juicio Sucesorio Intestamentario Notarial a bienes de la señora ALMA GLORIA TAMEZ BALDERAS, habiéndose presentado ante el Suscrito a denunciar dicho Juicio como únicos y Universales Herederos los señores SAN JUAN, LUIS, ISRAEL ALEJANDRO, MARCELO de apellidos comunes HERRERA TAMEZ y como Albacea el señor LUIS HERRERA TAMEZ. Lo anterior se publica mediante este aviso por dos ocasiones de (10) diez en (10) diez días, en cumplimiento a lo dispuesto en el segundo párrafo del Artículo (882) ochocientos ochenta y dos del Código de Procedimientos Civiles del Estado, convocándose a las personas que se consideren con derecho a la herencia, para que acudan a deducirlo dentro del término de (30) treinta días contados a partir de la publicación de este aviso. — [735, 114, 948, 382]
notice-place-date: Allende, Nuevo León, 19 de Octubre del 2024. — [735, 381, 929, 393]
notice-signature-line: TITULAR. — [1049, 2022, 1093, 2035]
notice-signature-line: BABR850307A49 — [573, 984, 651, 996]
legal-notice — [735, 1522, 948, 1801]
notice-signature-line: LIC. VÍCTOR MANUEL MARTÍNEZ MORALES — [738, 1755, 945, 1767]
notice-signature-line: LIC. JUAN RODRIGO FERNÁNDEZ GUZMÁN — [509, 2168, 714, 2180]
notice-place-date: San Pedro Garza García, N.L., a 9 de diciembre de 2024. — [735, 1443, 936, 1466]
legal-notice — [274, 1421, 490, 1655]
notice-signature-line: LIC. ARNOLDO FRANCISCO SÁENZ GALVÁN. — [1215, 2010, 1381, 2034]
notice-place-date: Monterrey, Nuevo León a 20 de Noviembre de 2024. — [735, 918, 928, 940]
top-rule — [48, 95, 1402, 99]
column-divider — [954, 99, 956, 2502]
page-number: 6 — [48, 45, 68, 91]
notice-signature-line: LIC. JOSÉ JUAN SERNA IBARRA — [764, 660, 918, 672]
notice-title: AVISO NOTARIAL — [1029, 1699, 1112, 1711]
notice-signature-line: VISM530228TW2 — [116, 1319, 193, 1331]
notice-signature-line: SALAZAR — [131, 1989, 178, 2002]
notice-signature-line: NOTARIO PÚBLICO No. 145. — [1232, 2032, 1363, 2045]
